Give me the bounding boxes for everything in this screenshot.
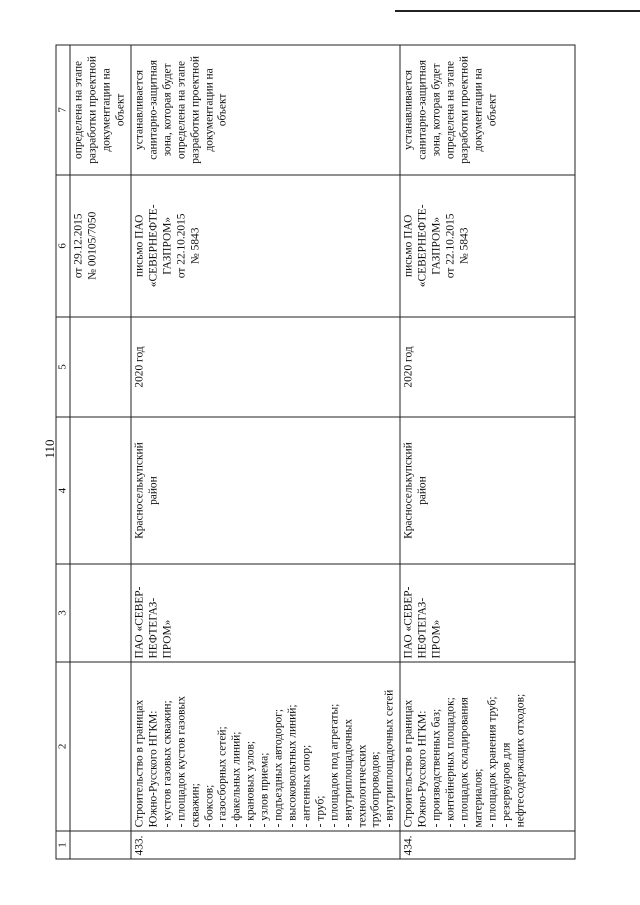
table-row — [400, 45, 575, 859]
cell-line: документации на — [100, 68, 113, 152]
cell-note — [400, 45, 575, 175]
cell-line: от 29.12.2015 — [72, 213, 85, 279]
cell-line: - кустов газовых скважин; — [160, 700, 173, 828]
cell-line: ПРОМ» — [160, 619, 173, 659]
cell-line: - факельных линий; — [230, 731, 243, 828]
cell-line: от 22.10.2015 — [443, 213, 456, 279]
cell-district — [400, 417, 575, 564]
cell-line: - площадок под агрегаты; — [327, 703, 340, 828]
cell-num — [70, 831, 131, 859]
cell-line: ГАЗПРОМ» — [430, 216, 443, 275]
cell-line: определена на этапе — [174, 60, 187, 159]
cell-line: ПРОМ» — [430, 619, 443, 659]
cell-object — [70, 662, 131, 831]
cell-line: «СЕВЕРНЕФТЕ- — [146, 204, 159, 288]
cell-line: - труб; — [313, 795, 326, 828]
cell-line: санитарно-защитная — [416, 60, 429, 160]
cell-line: - подъездных автодорог; — [272, 708, 285, 828]
cell-line: - производственных баз; — [430, 708, 443, 828]
cell-num: 433. — [131, 831, 400, 859]
cell-line: трубопроводов; — [369, 751, 382, 828]
cell-org — [400, 564, 575, 662]
cell-line: скважин; — [188, 783, 201, 828]
cell-year — [70, 317, 131, 417]
cell-line: определена на этапе — [72, 60, 85, 159]
cell-line: от 22.10.2015 — [174, 213, 187, 279]
cell-line: материалов; — [471, 768, 484, 828]
col-header-6: 6 — [56, 175, 70, 317]
cell-line: - газосборных сетей; — [216, 726, 229, 828]
cell-line: Южно-Русского НГКМ: — [416, 710, 429, 828]
cell-doc — [70, 175, 131, 317]
cell-doc — [131, 175, 400, 317]
table-row-continuation — [70, 45, 131, 859]
cell-line: ПАО «СЕВЕР- — [402, 586, 415, 659]
cell-line: ГАЗПРОМ» — [160, 216, 173, 275]
cell-line: устанавливается — [133, 69, 146, 150]
cell-object — [400, 662, 575, 831]
col-header-2: 2 — [56, 662, 70, 831]
cell-line: технологических — [355, 744, 368, 828]
cell-line: - внутриплощадочных сетей — [383, 689, 396, 828]
cell-line: ПАО «СЕВЕР- — [133, 586, 146, 659]
cell-line: район — [146, 476, 159, 505]
cell-line: НЕФТЕГАЗ- — [146, 597, 159, 659]
cell-line: - площадок кустов газовых — [174, 696, 187, 828]
cell-org — [70, 564, 131, 662]
page-number: 110 — [42, 439, 57, 459]
cell-doc — [400, 175, 575, 317]
rotated-table-container — [55, 45, 585, 860]
cell-line: Красноселькупский — [402, 442, 415, 539]
cell-line: письмо ПАО — [402, 214, 415, 277]
cell-line: документации на — [471, 68, 484, 152]
cell-line: - боксов; — [202, 784, 215, 828]
cell-line: № 00105/7050 — [86, 211, 99, 280]
cell-line: документации на — [202, 68, 215, 152]
cell-line: зона, которая будет — [160, 63, 173, 157]
col-header-1: 1 — [56, 831, 70, 859]
cell-line: - высоковольтных линий; — [286, 704, 298, 828]
cell-line: район — [416, 476, 429, 505]
cell-line: объект — [485, 93, 498, 127]
cell-num: 434. — [400, 831, 575, 859]
objects-table — [55, 45, 575, 860]
cell-line: разработки проектной — [86, 56, 99, 164]
cell-line: устанавливается — [402, 69, 415, 150]
header-row — [56, 45, 70, 859]
cell-district — [131, 417, 400, 564]
cell-line: «СЕВЕРНЕФТЕ- — [416, 204, 429, 288]
cell-line: письмо ПАО — [133, 214, 146, 277]
cell-line: Южно-Русского НГКМ: — [146, 710, 159, 828]
cell-line: - резервуаров для — [499, 742, 512, 828]
cell-year: 2020 год — [400, 317, 575, 417]
cell-line: - узлов приема; — [258, 752, 271, 828]
cell-line: определена на этапе — [443, 60, 456, 159]
cell-note — [70, 45, 131, 175]
cell-line: - контейнерных площадок; — [443, 697, 456, 828]
cell-line: объект — [216, 93, 229, 127]
cell-line: - внутриплощадочных — [341, 718, 354, 828]
cell-org — [131, 564, 400, 662]
cell-line: - площадок хранения труб; — [485, 696, 498, 828]
cell-line: Строительство в границах — [133, 699, 146, 828]
cell-line: санитарно-защитная — [146, 60, 159, 160]
table-row — [131, 45, 400, 859]
cell-line: разработки проектной — [457, 56, 470, 164]
cell-note — [131, 45, 400, 175]
col-header-4: 4 — [56, 417, 70, 564]
cell-line: разработки проектной — [188, 56, 201, 164]
top-rule — [395, 10, 640, 12]
cell-line: - антенных опор; — [299, 744, 312, 828]
col-header-3: 3 — [56, 564, 70, 662]
col-header-5: 5 — [56, 317, 70, 417]
cell-line: - площадок складирования — [457, 697, 470, 828]
cell-line: Красноселькупский — [133, 442, 146, 539]
cell-line: объект — [114, 93, 127, 127]
cell-line: Строительство в границах — [402, 699, 415, 828]
cell-object — [131, 662, 400, 831]
cell-line: - крановых узлов; — [244, 740, 257, 828]
cell-line: НЕФТЕГАЗ- — [416, 597, 429, 659]
cell-line: № 5843 — [188, 227, 201, 265]
cell-line: нефтесодержащих отходов; — [513, 693, 526, 828]
cell-district — [70, 417, 131, 564]
col-header-7: 7 — [56, 45, 70, 175]
cell-line: зона, которая будет — [430, 63, 443, 157]
cell-year: 2020 год — [131, 317, 400, 417]
cell-line: № 5843 — [457, 227, 470, 265]
